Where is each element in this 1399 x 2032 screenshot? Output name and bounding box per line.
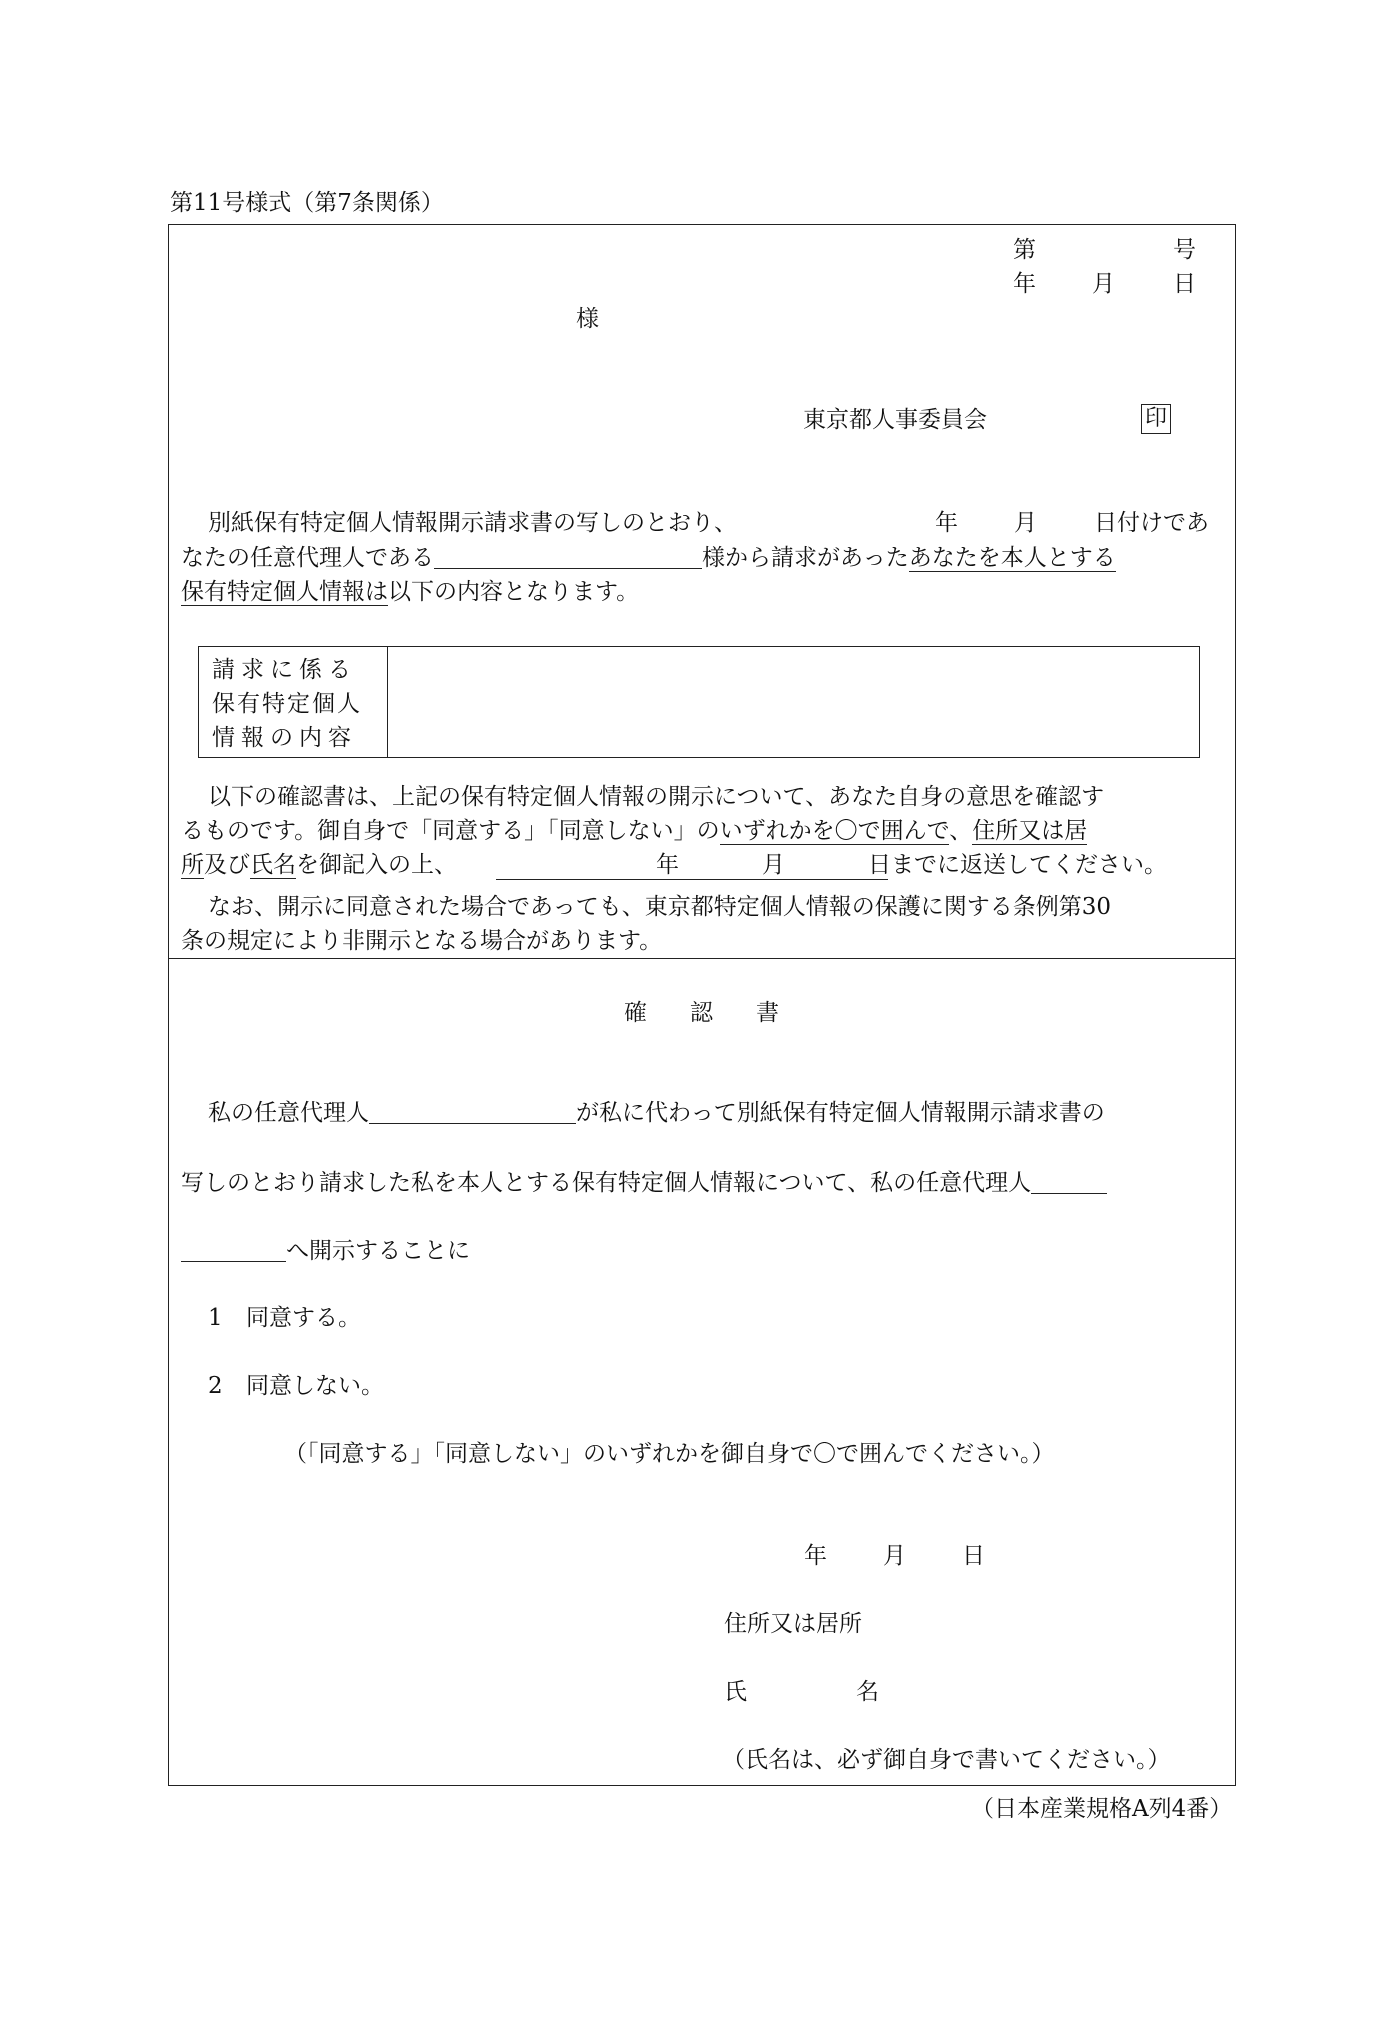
info-box-label-3: 情報の内容 xyxy=(212,725,357,751)
confirmation-agent-blank-2b[interactable] xyxy=(181,1237,286,1262)
notice-line1-text: 別紙保有特定個人情報開示請求書の写しのとおり、 xyxy=(208,510,737,536)
name-label-1: 氏 xyxy=(724,1679,747,1705)
date-month: 月 xyxy=(1092,271,1115,297)
notice-line2 xyxy=(181,541,1116,575)
info-box-label-1: 請求に係る xyxy=(212,657,357,683)
deadline-year: 年 xyxy=(656,852,679,878)
notice-line2-text-b: 様から請求があった xyxy=(702,545,909,571)
option-2-num: 2 xyxy=(208,1373,223,1399)
notice-line2-text-a: なたの任意代理人である xyxy=(181,545,434,571)
agent-name-blank[interactable] xyxy=(434,544,702,569)
date-day: 日 xyxy=(1173,271,1196,297)
option-1-num: 1 xyxy=(208,1305,223,1331)
notice-line3-text: 以下の内容となります。 xyxy=(388,579,640,605)
info-box-divider xyxy=(387,646,388,758)
confirmation-line2 xyxy=(181,1166,1107,1200)
sign-date-month: 月 xyxy=(883,1543,906,1569)
confirmation-line2-text: 写しのとおり請求した私を本人とする保有特定個人情報について、私の任意代理人 xyxy=(181,1170,1032,1196)
deadline-end: までに返送してください。 xyxy=(891,852,1167,878)
date-year: 年 xyxy=(1013,271,1036,297)
instructions-line2-underlined: いずれかを〇で囲んで xyxy=(719,818,950,844)
info-box-content[interactable] xyxy=(398,653,1188,753)
notice-line3 xyxy=(181,575,639,609)
confirmation-line3 xyxy=(181,1234,470,1268)
section-divider xyxy=(169,958,1235,959)
sign-date-day: 日 xyxy=(962,1543,985,1569)
deadline-underline[interactable] xyxy=(496,879,888,880)
notice-line3-underlined: 保有特定個人情報は xyxy=(181,579,388,605)
confirmation-title-1: 確 xyxy=(624,1000,647,1026)
notice-line2-underlined: あなたを本人とする xyxy=(908,545,1116,571)
option-1-agree[interactable]: 同意する。 xyxy=(246,1305,361,1331)
notice-line1-month: 月 xyxy=(1014,510,1037,536)
name-note: （氏名は、必ず御自身で書いてください。） xyxy=(722,1747,1171,1773)
confirmation-agent-blank-2a[interactable] xyxy=(1031,1169,1107,1194)
confirmation-line1 xyxy=(208,1096,1105,1130)
instructions-line3 xyxy=(181,848,457,882)
circle-instruction: （「同意する」「同意しない」のいずれかを御自身で〇で囲んでください。） xyxy=(284,1441,1055,1467)
instructions-line3-name: 氏名 xyxy=(250,852,296,878)
deadline-month: 月 xyxy=(762,852,785,878)
number-go: 号 xyxy=(1173,237,1196,263)
info-box-label-2: 保有特定個人 xyxy=(212,691,362,717)
issuer-name: 東京都人事委員会 xyxy=(803,407,987,433)
confirmation-line1-a: 私の任意代理人 xyxy=(208,1100,369,1126)
instructions-line3-a: 所 xyxy=(181,852,204,878)
seal-stamp: 印 xyxy=(1141,404,1171,434)
instructions-line2-a: るものです。御自身で「同意する」「同意しない」の xyxy=(181,818,720,844)
instructions-line2-address: 住所又は居 xyxy=(972,818,1088,844)
confirmation-title-2: 認 xyxy=(690,1000,713,1026)
form-id: 第11号様式（第7条関係） xyxy=(170,190,444,216)
sign-date-year: 年 xyxy=(804,1543,827,1569)
confirmation-agent-blank-1[interactable] xyxy=(369,1099,576,1124)
confirmation-title-3: 書 xyxy=(756,1000,779,1026)
number-dai: 第 xyxy=(1013,237,1036,263)
address-label: 住所又は居所 xyxy=(724,1611,862,1637)
instructions-line3-b: 及び xyxy=(204,852,250,878)
option-2-disagree[interactable]: 同意しない。 xyxy=(246,1373,384,1399)
instructions-line1: 以下の確認書は、上記の保有特定個人情報の開示について、あなた自身の意思を確認す xyxy=(208,784,1105,810)
note-line2: 条の規定により非開示となる場合があります。 xyxy=(181,928,663,954)
addressee-sama: 様 xyxy=(576,306,599,332)
instructions-line2-c: 、 xyxy=(949,818,973,844)
note-line1: なお、開示に同意された場合であっても、東京都特定個人情報の保護に関する条例第30 xyxy=(208,894,1112,920)
deadline-day: 日 xyxy=(868,852,891,878)
footer-note: （日本産業規格A列4番） xyxy=(971,1796,1233,1822)
confirmation-line1-b: が私に代わって別紙保有特定個人情報開示請求書の xyxy=(576,1100,1105,1126)
notice-line1-year: 年 xyxy=(935,510,958,536)
instructions-line2 xyxy=(181,814,1087,848)
name-label-2: 名 xyxy=(856,1679,879,1705)
instructions-line3-d: を御記入の上、 xyxy=(296,852,457,878)
notice-line1-end: 日付けであ xyxy=(1094,510,1209,536)
confirmation-line3-text: へ開示することに xyxy=(286,1238,470,1264)
